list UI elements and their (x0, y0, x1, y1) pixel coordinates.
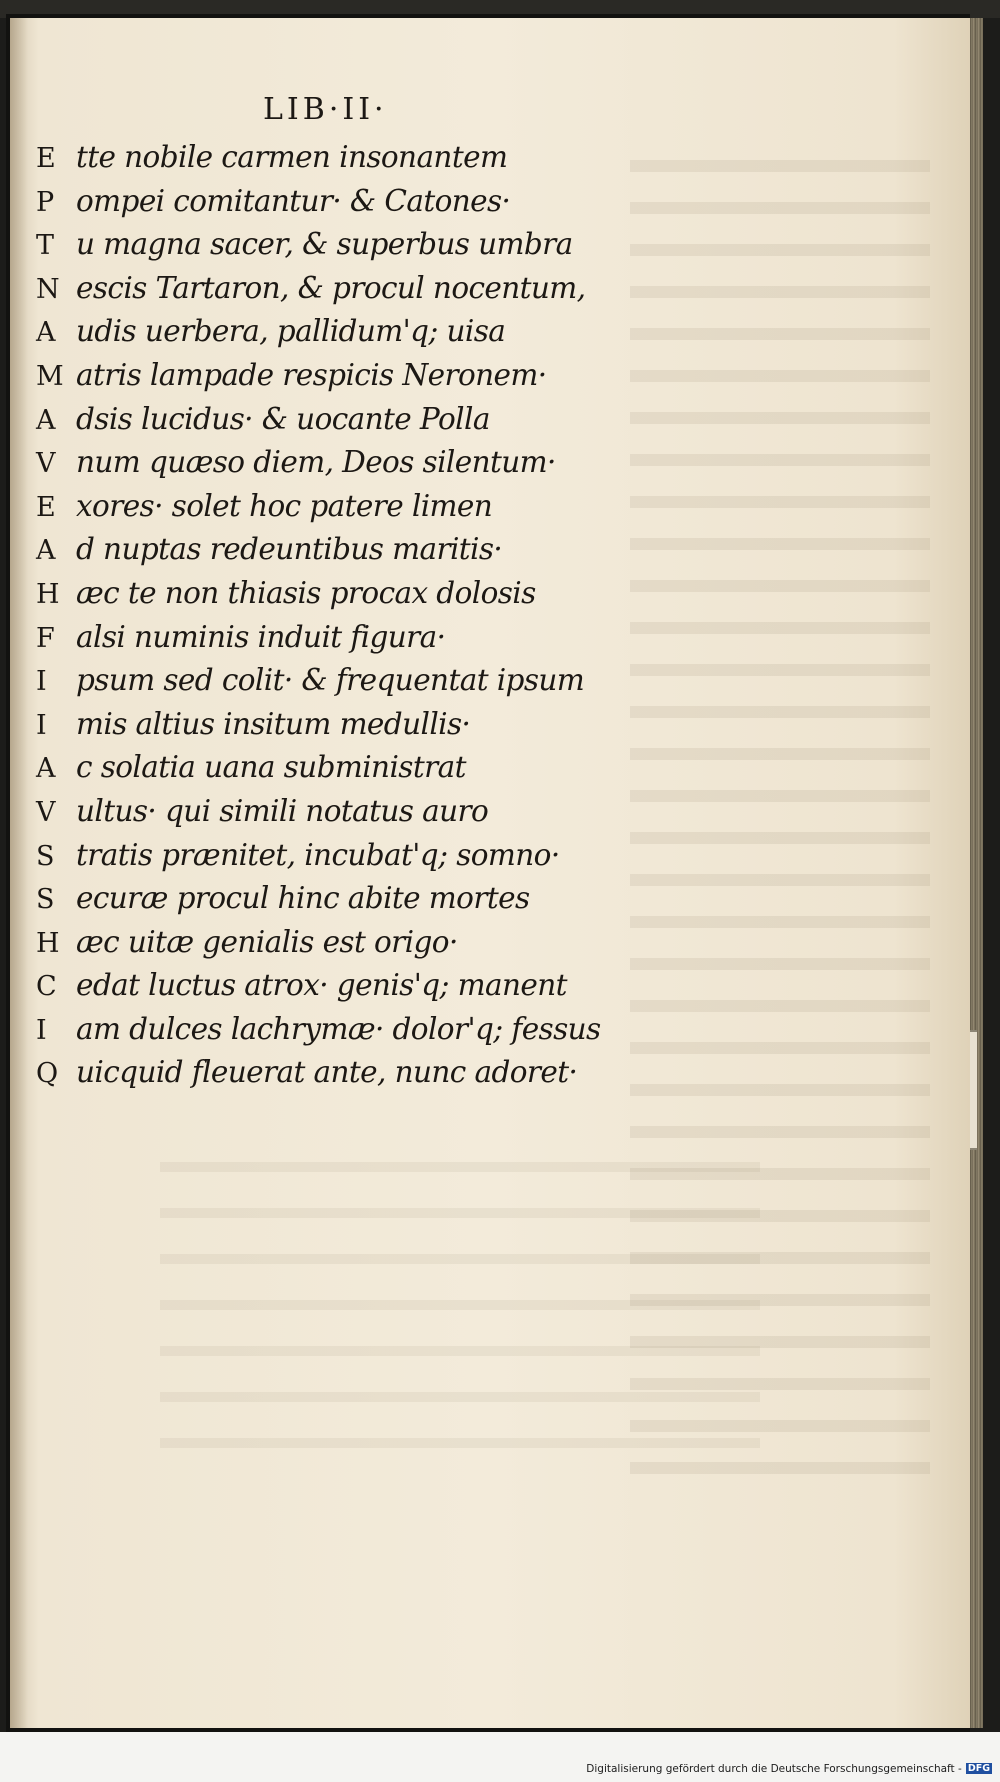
verse-initial: C (36, 971, 57, 1003)
verse-text: alsi numinis induit figura· (76, 619, 446, 654)
verse-text: atris lampade respicis Neronem· (76, 357, 547, 392)
verse-line (36, 659, 636, 703)
verse-text: æc uitæ genialis est origo· (76, 924, 458, 959)
verse-initial: Q (36, 1058, 59, 1090)
verse-text: ultus· qui simili notatus auro (76, 793, 489, 828)
verse-initial: H (36, 927, 60, 959)
verse-text: d nuptas redeuntibus maritis· (76, 532, 503, 567)
verse-block (36, 136, 636, 1095)
verse-line (36, 354, 636, 398)
verse-text: dsis lucidus· & uocante Polla (76, 401, 490, 436)
digitization-credit (586, 1763, 992, 1775)
verse-initial: P (36, 186, 55, 218)
verse-text: udis uerbera, pallidum'q; uisa (76, 314, 506, 349)
verse-line (36, 485, 636, 529)
verse-line (36, 1008, 636, 1052)
verse-line (36, 223, 636, 267)
verse-initial: M (36, 360, 64, 392)
verse-text: u magna sacer, & superbus umbra (76, 227, 573, 262)
gutter-shadow (10, 18, 28, 1728)
verse-initial: I (36, 709, 47, 741)
verse-line (36, 921, 636, 965)
verse-text: tratis prænitet, incubat'q; somno· (76, 837, 560, 872)
verse-line (36, 703, 636, 747)
verse-text: edat luctus atrox· genis'q; manent (76, 968, 567, 1003)
verse-initial: N (36, 273, 60, 305)
verse-text: escis Tartaron, & procul nocentum, (76, 270, 586, 305)
verse-line (36, 790, 636, 834)
verse-line (36, 180, 636, 224)
verse-initial: S (36, 884, 55, 916)
verse-line (36, 572, 636, 616)
verse-initial: S (36, 840, 55, 872)
verse-text: mis altius insitum medullis· (76, 706, 471, 741)
verse-text: psum sed colit· & frequentat ipsum (76, 663, 585, 698)
verse-line (36, 441, 636, 485)
verse-line (36, 877, 636, 921)
verse-text: tte nobile carmen insonantem (76, 140, 508, 174)
verse-initial: V (36, 796, 56, 828)
verse-line (36, 267, 636, 311)
verse-text: æc te non thiasis procax dolosis (76, 575, 536, 610)
verse-text: xores· solet hoc patere limen (76, 488, 493, 523)
verse-initial: A (36, 753, 56, 785)
verse-line (36, 136, 636, 180)
show-through-text-lower (160, 1138, 760, 1458)
verse-line (36, 398, 636, 442)
verse-initial: I (36, 1014, 47, 1046)
verse-line (36, 964, 636, 1008)
verse-text: ompei comitantur· & Catones· (76, 183, 511, 218)
verse-line (36, 528, 636, 572)
verse-initial: V (36, 448, 56, 480)
verse-line (36, 616, 636, 660)
verse-initial: E (36, 143, 56, 174)
running-header: LIB·II· (263, 92, 388, 127)
verse-line (36, 310, 636, 354)
verse-text: num quæso diem, Deos silentum· (76, 445, 556, 480)
verse-initial: F (36, 622, 55, 654)
dfg-logo: DFG (967, 1763, 990, 1774)
verse-initial: I (36, 666, 47, 698)
verse-initial: A (36, 317, 56, 349)
verse-line (36, 746, 636, 790)
verse-line (36, 1051, 636, 1095)
verse-text: uicquid fleuerat ante, nunc adoret· (76, 1055, 578, 1090)
verse-text: c solatia uana subministrat (76, 750, 466, 785)
verse-line (36, 834, 636, 878)
verse-initial: E (36, 491, 56, 523)
verse-initial: T (36, 230, 55, 262)
verse-initial: A (36, 535, 56, 567)
verse-initial: A (36, 404, 56, 436)
verse-text: ecuræ procul hinc abite mortes (76, 881, 530, 916)
verse-initial: H (36, 578, 60, 610)
credit-text: Digitalisierung gefördert durch die Deutsche Forschungsgemeinschaft - (586, 1763, 962, 1775)
verse-text: am dulces lachrymæ· dolor'q; fessus (76, 1011, 601, 1046)
